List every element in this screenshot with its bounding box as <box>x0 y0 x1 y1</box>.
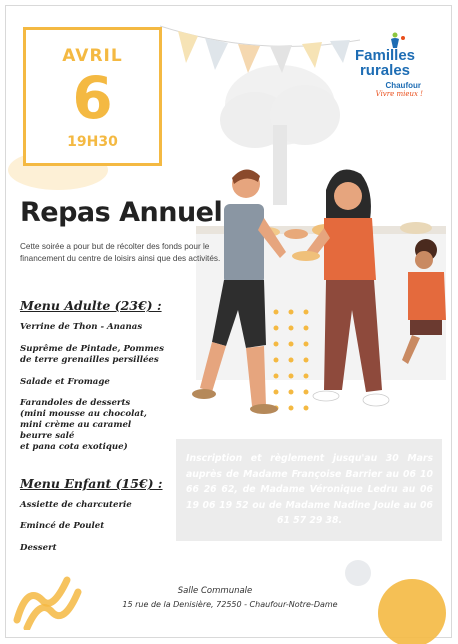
menu-child-item: Dessert <box>20 543 57 553</box>
registration-text: Inscription et règlement jusqu'au 30 Mars auprès de Madame Françoise Barrier au 06 10 66 26 62, de Madame Véronique Ledru au 06 19 06 19 52 ou de Madame Nadine Joule au 06 61 57 29 38. <box>186 453 433 526</box>
logo-name-line2: rurales <box>359 62 411 79</box>
event-day: 6 <box>72 64 113 132</box>
event-month: AVRIL <box>62 46 123 66</box>
menu-child-item: Emincé de Poulet <box>20 521 105 531</box>
logo-place: Chaufour <box>385 81 421 90</box>
page-title: Repas Annuel <box>20 197 223 228</box>
registration-box <box>176 439 442 541</box>
venue-name: Salle Communale <box>177 586 253 596</box>
logo-slogan: Vivre mieux ! <box>375 90 423 98</box>
event-date-box <box>23 27 162 166</box>
menu-adult-item: Farandoles de desserts (mini mousse au chocolat, mini crème au caramel beurre salé et pana cota exotique) <box>20 398 147 452</box>
menu-adult-item: Verrine de Thon - Ananas <box>20 322 143 332</box>
menu-adult-heading: Menu Adulte (23€) : <box>20 298 162 313</box>
event-time: 19H30 <box>67 134 118 150</box>
menu-adult-item: Salade et Fromage <box>20 377 110 387</box>
wave-decoration <box>12 570 87 630</box>
logo-name-line1: Familles <box>354 47 416 64</box>
menu-child-heading: Menu Enfant (15€) : <box>20 476 163 491</box>
venue-address: 15 rue de la Denisière, 72550 - Chaufour-Notre-Dame <box>122 600 338 609</box>
bunting-decoration <box>160 18 360 93</box>
menu-adult-item: Suprême de Pintade, Pommes de terre grenailles persillées <box>20 344 164 365</box>
menu-child-item: Assiette de charcuterie <box>20 500 132 510</box>
intro-text: Cette soirée a pour but de récolter des fonds pour le financement du centre de loisirs ainsi que des activités. <box>20 242 221 263</box>
familles-rurales-logo <box>345 32 425 102</box>
